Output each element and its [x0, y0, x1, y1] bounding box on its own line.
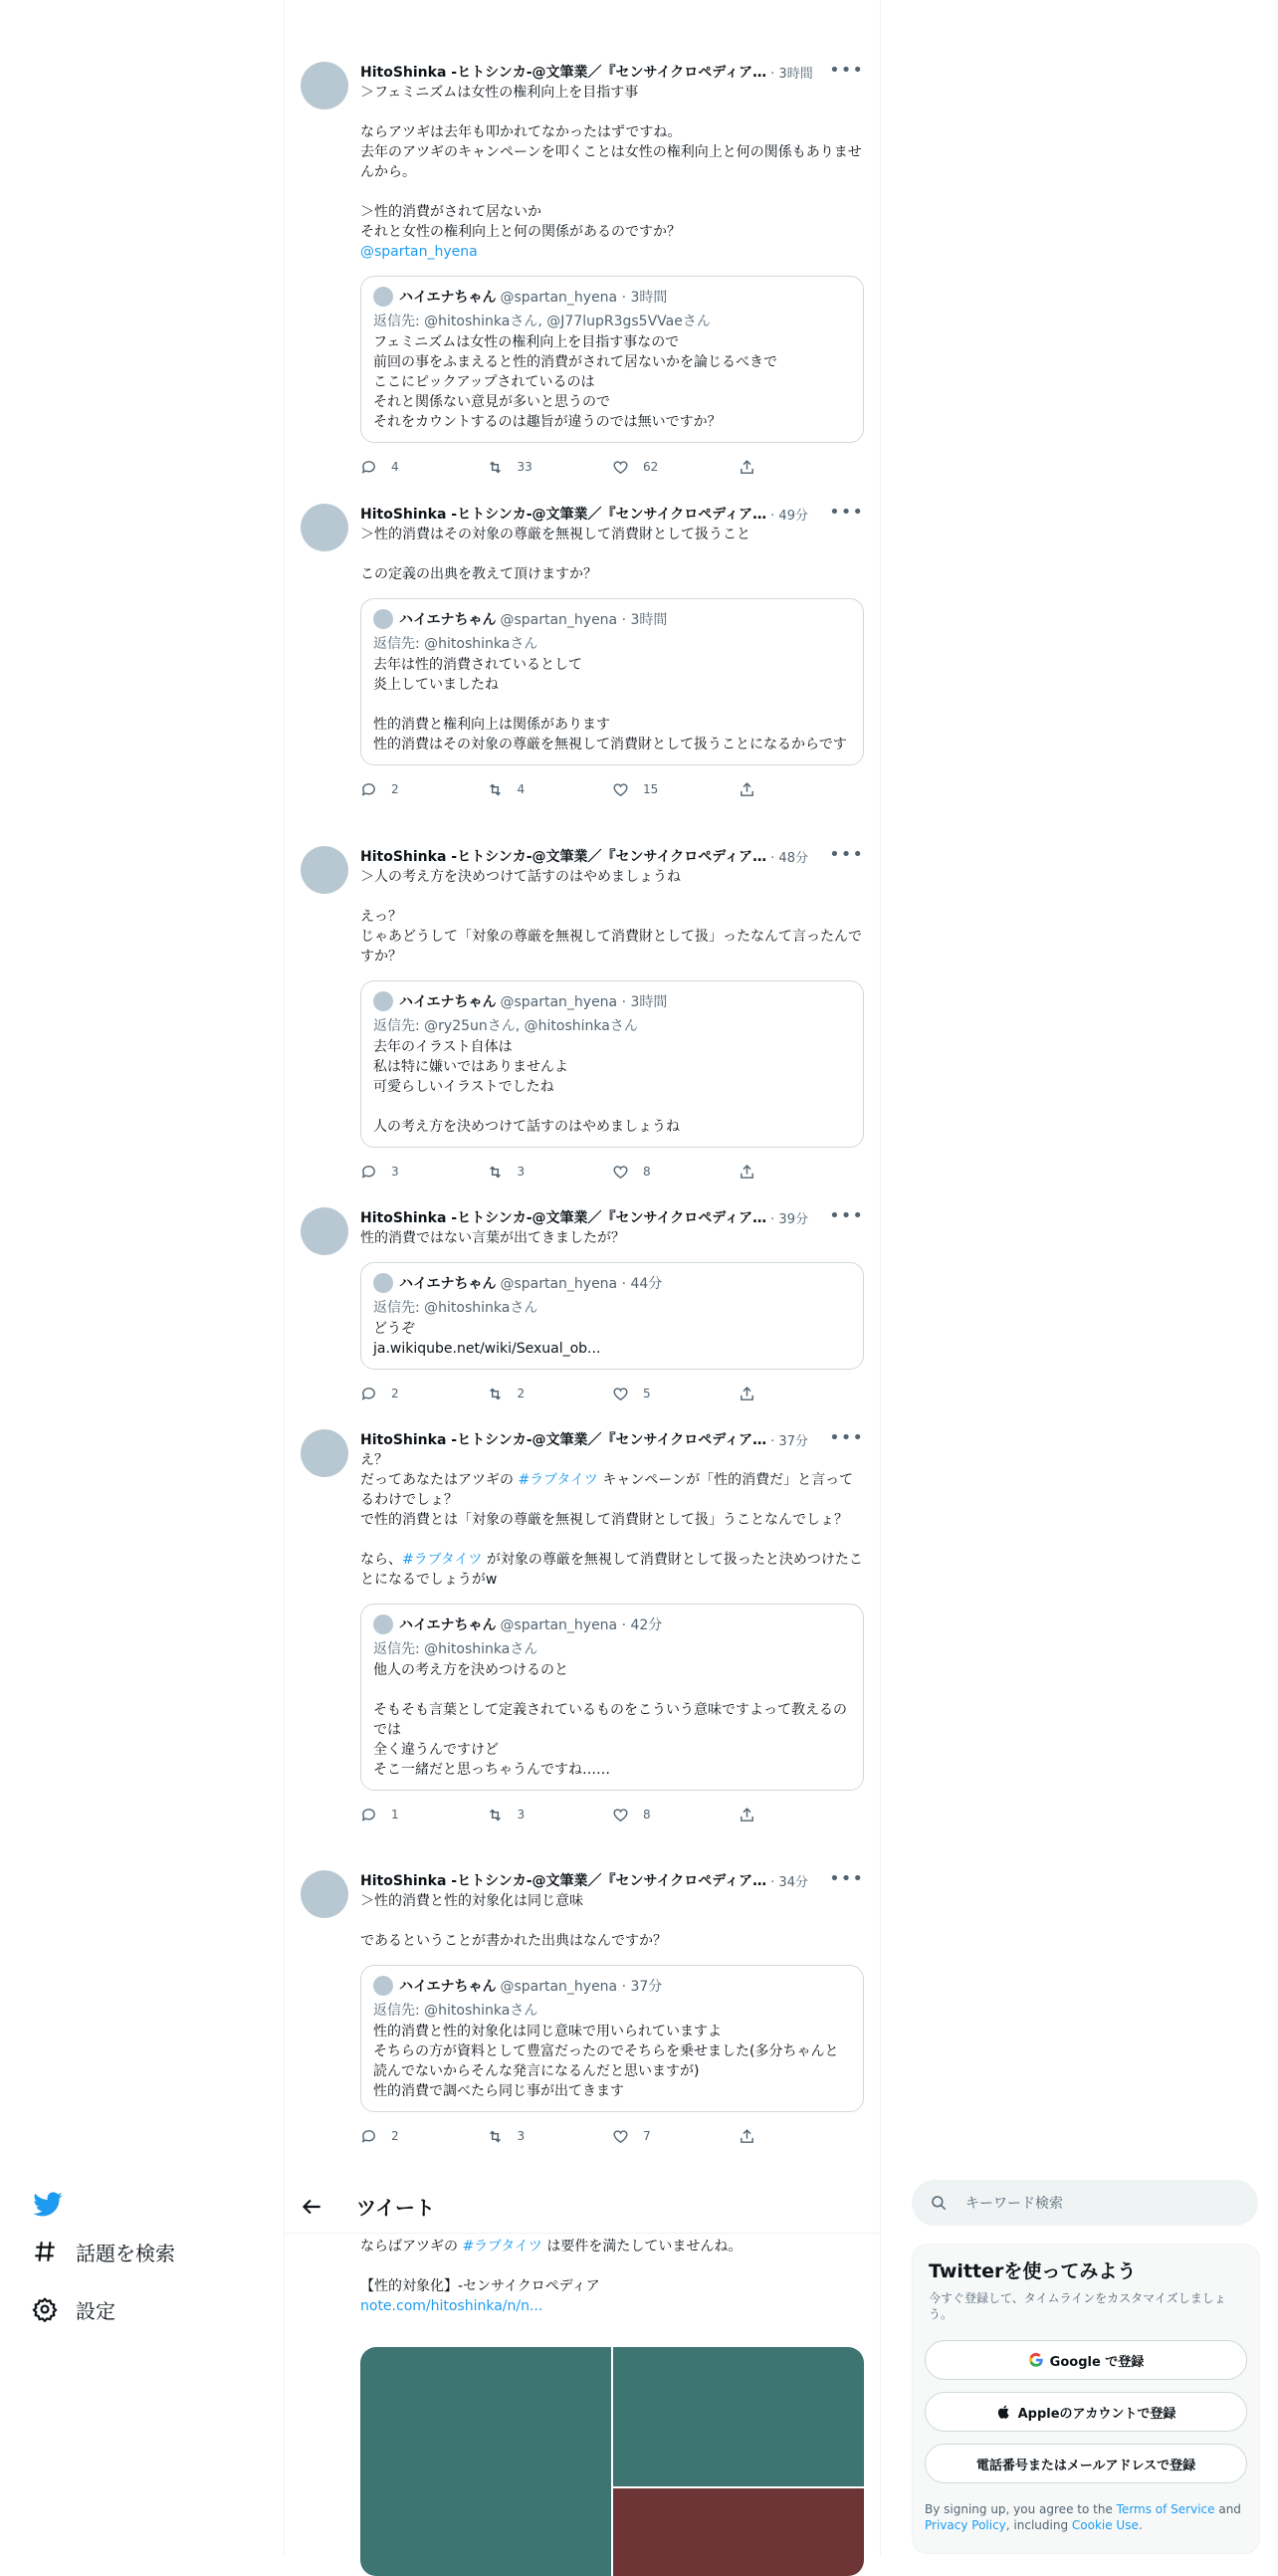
reply-button[interactable]: 2 [360, 781, 487, 798]
like-icon [612, 1164, 629, 1181]
search-placeholder: キーワード検索 [965, 2196, 1063, 2212]
more-icon[interactable]: ••• [829, 1427, 864, 1448]
reply-button[interactable]: 4 [360, 459, 487, 476]
more-icon[interactable]: ••• [829, 502, 864, 523]
quote-author-meta: @spartan_hyena · 3時間 [500, 290, 668, 306]
avatar [373, 287, 393, 307]
tweet-header [360, 846, 864, 866]
tweet-actions [360, 1162, 864, 1181]
avatar [373, 1273, 393, 1293]
retweet-icon [487, 459, 504, 476]
quote-reply-to: 返信先: @ry25unさん, @hitoshinkaさん [373, 1018, 638, 1034]
hashtag-link[interactable]: #ラブタイツ [462, 2239, 542, 2254]
retweet-icon [487, 1164, 504, 1181]
hashtag-link[interactable]: #ラブタイツ [402, 1552, 483, 1568]
tweet-body [360, 504, 864, 799]
tweet-header [360, 1429, 864, 1449]
share-icon [739, 1807, 755, 1824]
quoted-tweet[interactable] [360, 1604, 864, 1791]
tweet-actions [360, 457, 864, 477]
avatar[interactable] [301, 1207, 348, 1255]
share-button[interactable] [739, 2128, 865, 2145]
tweet-text: え？ だってあなたはアツギの #ラブタイツ キャンペーンが「性的消費だ」と言ってるわけでしょ？ で性的消費とは「対象の尊厳を無視して消費財として扱」うことなんでしょ？ なら、#ラブタイツ が対象の尊厳を無視して消費財として扱ったと決めつけたことになるでしょうがw [360, 1452, 863, 1588]
phone-email-signup-label: 電話番号またはメールアドレスで登録 [975, 2458, 1196, 2473]
retweet-button[interactable]: 3 [487, 1164, 613, 1181]
reply-icon [360, 1386, 377, 1402]
tweet-header [360, 1870, 864, 1890]
media-image[interactable] [613, 2347, 864, 2486]
left-nav [0, 2180, 284, 2556]
quote-reply-to: 返信先: @hitoshinkaさん [373, 1300, 538, 1316]
reply-icon [360, 2128, 377, 2145]
like-button[interactable]: 8 [612, 1164, 739, 1181]
avatar[interactable] [301, 504, 348, 551]
phone-email-signup-button[interactable] [925, 2444, 1247, 2483]
avatar[interactable] [301, 1429, 348, 1477]
tweet-actions [360, 2126, 864, 2146]
more-icon[interactable]: ••• [829, 60, 864, 81]
reply-icon [360, 459, 377, 476]
retweet-button[interactable]: 3 [487, 1807, 613, 1824]
like-icon [612, 1807, 629, 1824]
tweet-text: ＞人の考え方を決めつけて話すのはやめましょうね えっ？ じゃあどうして「対象の尊厳を無視して消費財として扱」ったなんて言ったんですか？ [360, 869, 862, 965]
quote-text: 去年は性的消費されているとして 炎上していましたね 性的消費と権利向上は関係があります 性的消費はその対象の尊厳を無視して消費財として扱うことになるからです [373, 657, 847, 752]
author-name[interactable]: HitoShinka -ヒトシンカ-@文筆業／『センサイクロペディア… [360, 1210, 767, 1226]
quote-text: どうぞ ja.wikiqube.net/wiki/Sexual_ob... [373, 1321, 601, 1357]
tweet-body [360, 62, 864, 477]
tweet-time[interactable]: · 39分 [770, 1211, 808, 1227]
quote-text: 他人の考え方を決めつけるのと そもそも言葉として定義されているものをこういう意味ですよって教えるのでは 全く違うんですけど そこ一緒だと思っちゃうんですね…… [373, 1662, 847, 1778]
tweet-text: ＞性的消費はその対象の尊厳を無視して消費財として扱うこと この定義の出典を教えて頂けますか？ [360, 527, 750, 582]
reply-icon [360, 1164, 377, 1181]
quote-author-name: ハイエナちゃん [399, 994, 497, 1010]
column-divider-right [880, 0, 881, 2556]
share-button[interactable] [739, 459, 865, 476]
signup-subtitle: 今すぐ登録して、タイムラインをカスタマイズしましょう。 [929, 2291, 1226, 2321]
quote-author-meta: @spartan_hyena · 37分 [500, 1979, 663, 1995]
tweet-actions [360, 1384, 864, 1403]
hashtag-icon [32, 2239, 58, 2264]
tweet-body [360, 846, 864, 1181]
share-icon [739, 2128, 755, 2145]
reply-feed [285, 0, 880, 2180]
author-name[interactable]: HitoShinka -ヒトシンカ-@文筆業／『センサイクロペディア… [360, 849, 767, 865]
tweet-page-header [285, 2180, 880, 2234]
signup-title: Twitterを使ってみよう [929, 2260, 1137, 2282]
tweet-text: ＞フェミニズムは女性の権利向上を目指す事 ならアツギは去年も叩かれてなかったはずですね。 去年のアツギのキャンペーンを叩くことは女性の権利向上と何の関係もありませんから。 ＞性的消費がされて居ないか それと女性の権利向上と何の関係があるのですか？ @spartan_hyena [360, 85, 862, 260]
reply-button[interactable]: 2 [360, 1386, 487, 1402]
avatar [373, 609, 393, 629]
media-grid[interactable] [360, 2347, 864, 2576]
quote-author-meta: @spartan_hyena · 3時間 [500, 612, 668, 628]
nav-settings-label: 設定 [76, 2298, 115, 2323]
reply-button[interactable]: 3 [360, 1164, 487, 1181]
share-button[interactable] [739, 1386, 865, 1402]
author-name[interactable]: HitoShinka -ヒトシンカ-@文筆業／『センサイクロペディア… [360, 65, 767, 81]
like-icon [612, 781, 629, 798]
like-icon [612, 2128, 629, 2145]
quote-author-name: ハイエナちゃん [399, 1617, 497, 1633]
quoted-tweet[interactable] [360, 598, 864, 765]
search-input[interactable] [912, 2180, 1258, 2226]
quote-author-name: ハイエナちゃん [399, 290, 497, 306]
signup-panel [912, 2244, 1260, 2554]
retweet-button[interactable]: 3 [487, 2128, 613, 2145]
reply-button[interactable]: 1 [360, 1807, 487, 1824]
like-button[interactable]: 7 [612, 2128, 739, 2145]
tweet-time[interactable]: · 3時間 [770, 66, 813, 82]
like-button[interactable]: 15 [612, 781, 739, 798]
google-icon [1028, 2352, 1044, 2368]
terms-link[interactable]: Terms of Service [1116, 2502, 1215, 2516]
tweet-time[interactable]: · 37分 [770, 1433, 808, 1449]
media-image[interactable] [613, 2488, 864, 2576]
quoted-tweet[interactable] [360, 276, 864, 443]
quoted-tweet[interactable] [360, 1262, 864, 1370]
quote-author-name: ハイエナちゃん [399, 1276, 497, 1292]
share-icon [739, 781, 755, 798]
hashtag-link[interactable]: #ラブタイツ [518, 1472, 598, 1488]
cookie-link[interactable]: Cookie Use [1071, 2518, 1139, 2532]
gear-icon [32, 2296, 58, 2322]
tweet-time[interactable]: · 48分 [770, 850, 808, 866]
share-icon [739, 1386, 755, 1402]
nav-explore-label: 話題を検索 [76, 2241, 175, 2265]
avatar [373, 991, 393, 1011]
quote-header [373, 991, 851, 1011]
avatar [373, 1614, 393, 1634]
more-icon[interactable]: ••• [829, 1205, 864, 1226]
like-button[interactable]: 62 [612, 459, 739, 476]
main-tweet-text: ならばアツギの #ラブタイツ は要件を満たしていませんね。 【性的対象化】-センサイクロペディア note.com/hitoshinka/n/n... [360, 2239, 743, 2314]
share-button[interactable] [739, 1807, 865, 1824]
author-name[interactable]: HitoShinka -ヒトシンカ-@文筆業／『センサイクロペディア… [360, 507, 767, 523]
tweet-actions [360, 779, 864, 799]
signup-terms: By signing up, you agree to the Terms of Service and Privacy Policy, including Cookie Use. [925, 2502, 1241, 2532]
nav-explore[interactable] [32, 2232, 175, 2271]
media-image[interactable] [360, 2347, 611, 2576]
quote-author-meta: @spartan_hyena · 3時間 [500, 994, 668, 1010]
privacy-link[interactable]: Privacy Policy [925, 2518, 1006, 2532]
search-icon [930, 2194, 948, 2212]
quote-author-name: ハイエナちゃん [399, 1979, 497, 1995]
quote-text: フェミニズムは女性の権利向上を目指す事なので 前回の事をふまえると性的消費がされて居ないかを論じるべきで ここにピックアップされているのは それと関係ない意見が多いと思うので それをカウントするのは趣旨が違うのでは無いですか？ [373, 334, 777, 430]
more-icon[interactable]: ••• [829, 844, 864, 865]
avatar[interactable] [301, 846, 348, 894]
page-title: ツイート [356, 2196, 435, 2220]
quote-header [373, 1976, 851, 1996]
like-icon [612, 1386, 629, 1402]
retweet-button[interactable]: 4 [487, 781, 613, 798]
quote-header [373, 1614, 851, 1634]
apple-signup-button[interactable] [925, 2392, 1247, 2432]
apple-signup-label: Appleのアカウントで登録 [1017, 2406, 1176, 2422]
tweet-body [360, 1870, 864, 2146]
quote-reply-to: 返信先: @hitoshinkaさん, @J77lupR3gs5VVaeさん [373, 314, 711, 329]
quote-author-name: ハイエナちゃん [399, 612, 497, 628]
avatar[interactable] [301, 62, 348, 109]
retweet-button[interactable]: 33 [487, 459, 613, 476]
quote-reply-to: 返信先: @hitoshinkaさん [373, 636, 538, 652]
tweet-body [360, 1207, 864, 1403]
quote-reply-to: 返信先: @hitoshinkaさん [373, 2003, 538, 2019]
more-icon[interactable]: ••• [829, 1868, 864, 1889]
twitter-logo-icon[interactable] [32, 2188, 64, 2220]
tweet-text: ＞性的消費と性的対象化は同じ意味 であるということが書かれた出典はなんですか？ [360, 1893, 667, 1949]
google-signup-button[interactable] [925, 2340, 1247, 2380]
quote-header [373, 287, 851, 307]
quote-header [373, 1273, 851, 1293]
quoted-tweet[interactable] [360, 1965, 864, 2112]
quote-text: 性的消費と性的対象化は同じ意味で用いられていますよ そちらの方が資料として豊富だったのでそちらを乗せました(多分ちゃんと読んでないからそんな発言になるんだと思いますが) 性的消費で調べたら同じ事が出てきます [373, 2024, 839, 2099]
share-button[interactable] [739, 781, 865, 798]
quote-reply-to: 返信先: @hitoshinkaさん [373, 1641, 538, 1657]
quoted-tweet[interactable] [360, 980, 864, 1148]
nav-settings[interactable] [32, 2289, 115, 2329]
apple-icon [996, 2404, 1012, 2420]
tweet-actions [360, 1805, 864, 1825]
retweet-icon [487, 1386, 504, 1402]
retweet-icon [487, 781, 504, 798]
quote-author-meta: @spartan_hyena · 44分 [500, 1276, 663, 1292]
retweet-icon [487, 2128, 504, 2145]
author-name[interactable]: HitoShinka -ヒトシンカ-@文筆業／『センサイクロペディア… [360, 1432, 767, 1448]
share-icon [739, 1164, 755, 1181]
share-button[interactable] [739, 1164, 865, 1181]
avatar [373, 1976, 393, 1996]
google-signup-label: Google で登録 [1049, 2354, 1145, 2370]
reply-icon [360, 1807, 377, 1824]
tweet-time[interactable]: · 34分 [770, 1874, 808, 1890]
reply-icon [360, 781, 377, 798]
retweet-icon [487, 1807, 504, 1824]
tweet-time[interactable]: · 49分 [770, 508, 808, 524]
like-button[interactable]: 5 [612, 1386, 739, 1402]
back-arrow-icon[interactable] [299, 2194, 324, 2220]
external-link[interactable]: note.com/hitoshinka/n/n... [360, 2298, 543, 2314]
retweet-button[interactable]: 2 [487, 1386, 613, 1402]
quote-author-meta: @spartan_hyena · 42分 [500, 1617, 663, 1633]
tweet-text: 性的消費ではない言葉が出てきましたが？ [360, 1230, 625, 1246]
tweet-header [360, 1207, 864, 1227]
author-name[interactable]: HitoShinka -ヒトシンカ-@文筆業／『センサイクロペディア… [360, 1873, 767, 1889]
like-button[interactable]: 8 [612, 1807, 739, 1824]
quote-header [373, 609, 851, 629]
reply-button[interactable]: 2 [360, 2128, 487, 2145]
mention-link[interactable]: @spartan_hyena [360, 244, 478, 260]
avatar[interactable] [301, 1870, 348, 1918]
tweet-body [360, 1429, 864, 1825]
quote-text: 去年のイラスト自体は 私は特に嫌いではありませんよ 可愛らしいイラストでしたね 人の考え方を決めつけて話すのはやめましょうね [373, 1039, 680, 1135]
tweet-header [360, 62, 864, 82]
like-icon [612, 459, 629, 476]
share-icon [739, 459, 755, 476]
tweet-header [360, 504, 864, 524]
